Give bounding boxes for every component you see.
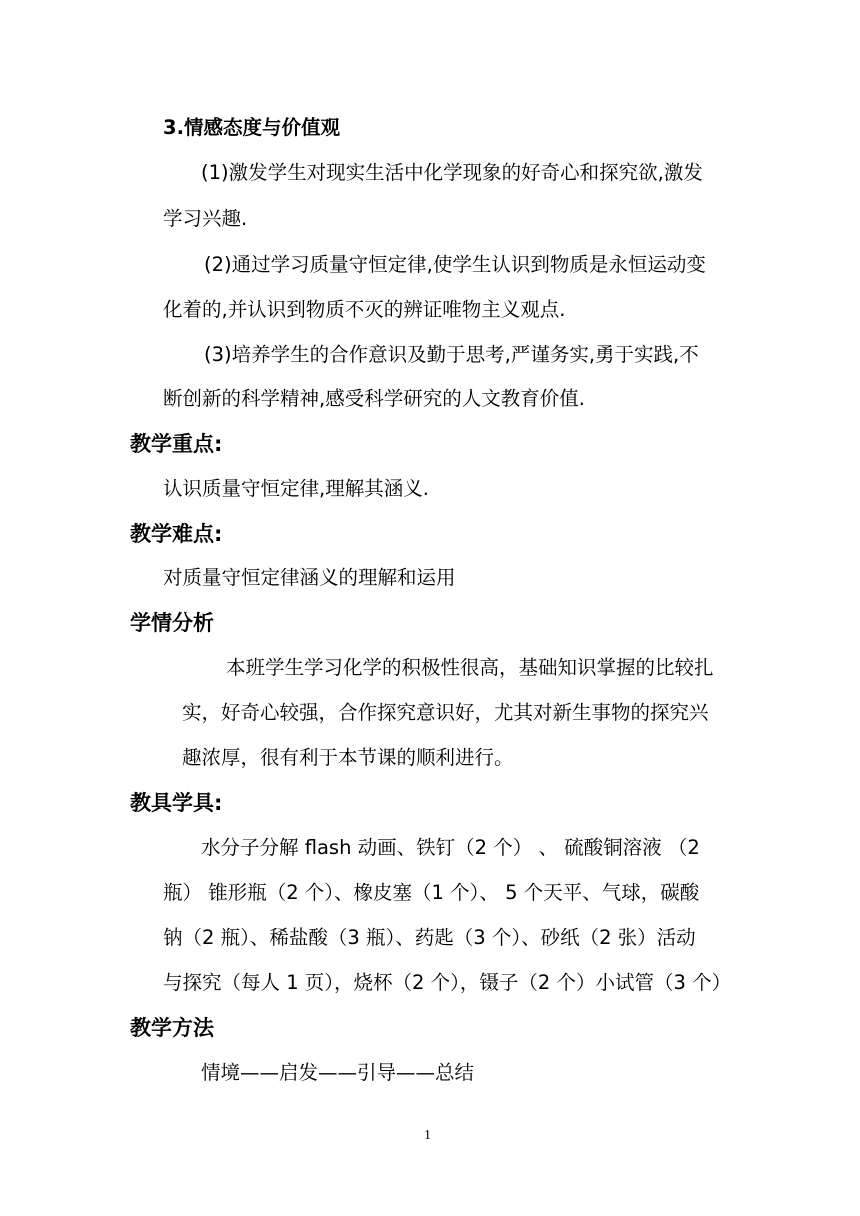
analysis-line-2: 实，好奇心较强，合作探究意识好，尤其对新生事物的探究兴 — [182, 701, 709, 724]
section3-p2-line2: 化着的,并认识到物质不灭的辨证唯物主义观点. — [163, 298, 566, 321]
page-number: 1 — [424, 1128, 431, 1143]
difficulties-text: 对质量守恒定律涵义的理解和运用 — [163, 566, 456, 589]
tools-line-3: 钠（2 瓶）、稀盐酸（3 瓶）、药匙（3 个）、砂纸（2 张）活动 — [163, 926, 696, 949]
section3-p3-line1: (3)培养学生的合作意识及勤于思考,严谨务实,勇于实践,不 — [204, 343, 699, 366]
analysis-heading: 学情分析 — [130, 611, 214, 635]
tools-line-4: 与探究（每人 1 页），烧杯（2 个），镊子（2 个）小试管（3 个） — [163, 971, 732, 994]
section3-title: 3.情感态度与价值观 — [163, 116, 340, 139]
analysis-line-1: 本班学生学习化学的积极性很高，基础知识掌握的比较扎 — [226, 656, 714, 679]
difficulties-heading: 教学难点: — [130, 522, 223, 546]
analysis-line-3: 趣浓厚，很有利于本节课的顺利进行。 — [182, 746, 514, 769]
key-points-heading: 教学重点: — [130, 432, 223, 456]
tools-heading: 教具学具: — [130, 791, 223, 815]
tools-line-2: 瓶） 锥形瓶（2 个）、橡皮塞（1 个）、 5 个天平、气球，碳酸 — [163, 881, 700, 904]
methods-heading: 教学方法 — [130, 1016, 214, 1040]
key-points-text: 认识质量守恒定律,理解其涵义. — [163, 477, 429, 500]
tools-line-1: 水分子分解 flash 动画、铁钉（2 个） 、 硫酸铜溶液 （2 — [201, 836, 700, 859]
methods-text: 情境——启发——引导——总结 — [201, 1061, 475, 1084]
section3-p1-line1: (1)激发学生对现实生活中化学现象的好奇心和探究欲,激发 — [201, 161, 703, 184]
section3-p3-line2: 断创新的科学精神,感受科学研究的人文教育价值. — [163, 387, 585, 410]
section3-p1-line2: 学习兴趣. — [163, 207, 248, 230]
section3-p2-line1: (2)通过学习质量守恒定律,使学生认识到物质是永恒运动变 — [204, 253, 706, 276]
